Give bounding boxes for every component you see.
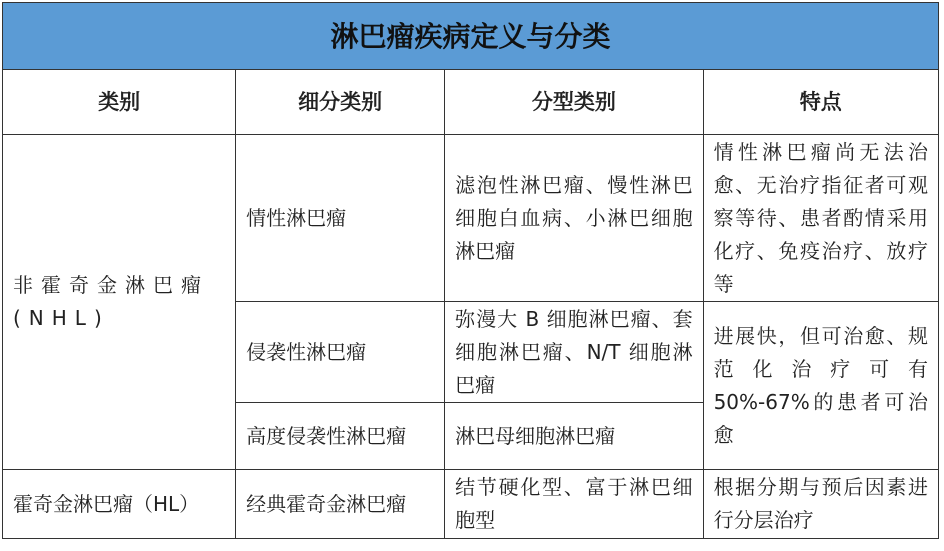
table-row <box>3 470 939 539</box>
table-title-row <box>3 3 939 70</box>
header-row <box>3 70 939 135</box>
subcategory-cell: 高度侵袭性淋巴瘤 <box>236 403 445 470</box>
table-row <box>3 135 939 302</box>
subcategory-cell: 侵袭性淋巴瘤 <box>236 302 445 403</box>
lymphoma-classification-table <box>2 2 939 539</box>
subcategory-cell: 情性淋巴瘤 <box>236 135 445 302</box>
types-cell: 淋巴母细胞淋巴瘤 <box>445 403 703 470</box>
document-table-region <box>2 2 939 547</box>
header-types: 分型类别 <box>445 70 703 135</box>
category-cell-hl: 霍奇金淋巴瘤（HL） <box>3 470 236 539</box>
features-cell: 根据分期与预后因素进行分层治疗 <box>703 470 938 539</box>
header-subcategory: 细分类别 <box>236 70 445 135</box>
header-features: 特点 <box>703 70 938 135</box>
header-category: 类别 <box>3 70 236 135</box>
types-cell: 弥漫大 B 细胞淋巴瘤、套细胞淋巴瘤、N/T 细胞淋巴瘤 <box>445 302 703 403</box>
subcategory-cell: 经典霍奇金淋巴瘤 <box>236 470 445 539</box>
features-cell: 进展快，但可治愈、规范化治疗可有 50%-67%的患者可治愈 <box>703 302 938 470</box>
category-cell-nhl: 非霍奇金淋巴瘤(NHL) <box>3 135 236 470</box>
features-cell: 情性淋巴瘤尚无法治愈、无治疗指征者可观察等待、患者酌情采用化疗、免疫治疗、放疗等 <box>703 135 938 302</box>
types-cell: 结节硬化型、富于淋巴细胞型 <box>445 470 703 539</box>
table-title: 淋巴瘤疾病定义与分类 <box>3 3 939 70</box>
types-cell: 滤泡性淋巴瘤、慢性淋巴细胞白血病、小淋巴细胞淋巴瘤 <box>445 135 703 302</box>
